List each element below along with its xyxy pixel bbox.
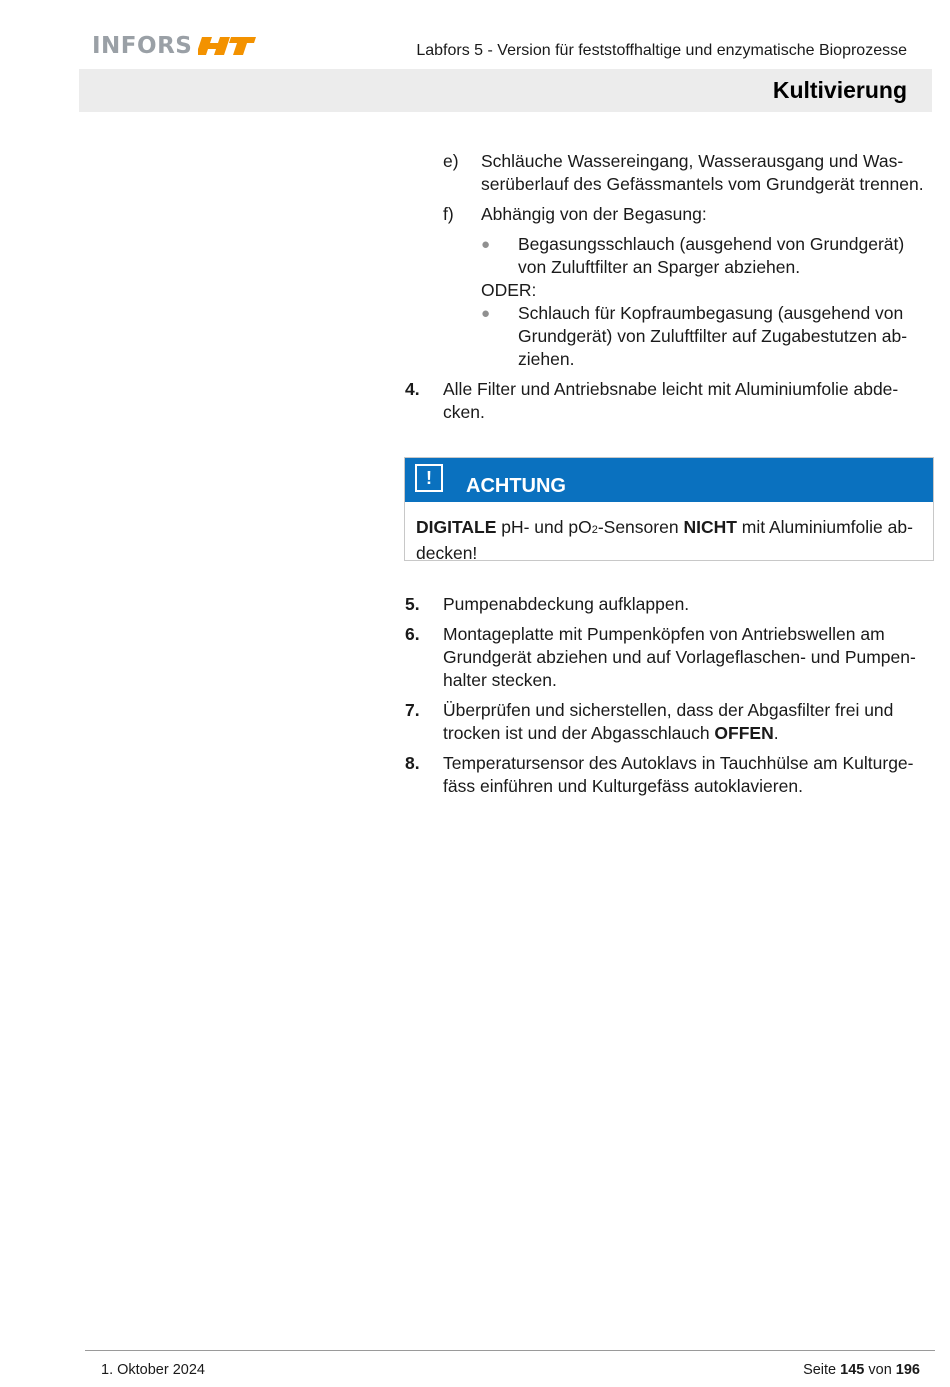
page-current: 145 xyxy=(840,1362,865,1378)
step-8 xyxy=(405,752,930,798)
bullet-text: von Zuluftfilter an Sparger abziehen. xyxy=(518,257,801,277)
notice-emphasis: NICHT xyxy=(683,517,737,537)
logo-ht-mark-icon xyxy=(198,35,256,57)
notice-line: decken! xyxy=(416,543,478,563)
step-5 xyxy=(405,593,930,616)
notice-text: mit Aluminiumfolie ab- xyxy=(736,517,913,537)
section-title: Kultivierung xyxy=(772,77,907,103)
substep-label: e) xyxy=(443,151,459,171)
bullet-text: ziehen. xyxy=(518,349,575,369)
step-text: Temperatursensor des Autoklavs in Tauchhülse am Kulturge- xyxy=(443,753,914,773)
notice-line xyxy=(416,516,922,542)
bullet-item xyxy=(405,233,930,279)
footer-date: 1. Oktober 2024 xyxy=(101,1362,205,1378)
substep-text: Schläuche Wassereingang, Wasserausgang und Was- xyxy=(481,151,904,171)
step-number: 5. xyxy=(405,594,420,614)
or-text: ODER: xyxy=(481,280,537,300)
bullet-text: Grundgerät) von Zuluftfilter auf Zugabestutzen ab- xyxy=(518,326,908,346)
step-text: Montageplatte mit Pumpenköpfen von Antriebswellen am xyxy=(443,624,885,644)
step-4 xyxy=(405,378,930,424)
step-text: Pumpenabdeckung aufklappen. xyxy=(443,594,690,614)
page-mid: von xyxy=(864,1362,896,1378)
step-text-part: trocken ist und der Abgasschlauch xyxy=(443,723,715,743)
substep-text: serüberlauf des Gefässmantels vom Grundgerät trennen. xyxy=(481,174,924,194)
notice-header xyxy=(405,458,933,502)
instruction-steps-bottom xyxy=(405,593,930,798)
page-total: 196 xyxy=(895,1362,920,1378)
instruction-steps-top xyxy=(405,150,930,424)
step-number: 6. xyxy=(405,624,420,644)
bullet-text: Schlauch für Kopfraumbegasung (ausgehend von xyxy=(518,303,904,323)
step-text: Überprüfen und sicherstellen, dass der Abgasfilter frei und xyxy=(443,700,894,720)
document-subtitle: Labfors 5 - Version für feststoffhaltige und enzymatische Bioprozesse xyxy=(416,42,907,59)
step-text: Grundgerät abziehen und auf Vorlageflaschen- und Pumpen- xyxy=(443,647,916,667)
substep-text: Abhängig von der Begasung: xyxy=(481,204,707,224)
infors-ht-logo xyxy=(92,33,256,59)
substep-e xyxy=(405,150,930,196)
step-text: fäss einführen und Kulturgefäss autoklavieren. xyxy=(443,776,803,796)
notice-subscript: 2 xyxy=(591,524,598,536)
notice-title: ACHTUNG xyxy=(466,475,566,497)
step-emphasis: OFFEN xyxy=(714,723,774,743)
step-number: 8. xyxy=(405,753,420,773)
step-text xyxy=(443,722,930,745)
substep-f xyxy=(405,203,930,226)
exclamation-icon: ! xyxy=(415,464,443,492)
page-prefix: Seite xyxy=(803,1362,841,1378)
step-text-part: . xyxy=(773,723,779,743)
bullet-item xyxy=(405,302,930,371)
notice-text: pH- und pO xyxy=(496,517,592,537)
step-number: 7. xyxy=(405,700,420,720)
notice-text: -Sensoren xyxy=(597,517,684,537)
notice-emphasis: DIGITALE xyxy=(416,517,497,537)
step-text: halter stecken. xyxy=(443,670,557,690)
logo-wordmark: INFORS xyxy=(92,33,193,59)
bullet-dot-icon: ● xyxy=(481,305,491,322)
step-7 xyxy=(405,699,930,745)
step-text: Alle Filter und Antriebsnabe leicht mit Aluminiumfolie abde- xyxy=(443,379,899,399)
caution-notice xyxy=(404,457,934,561)
step-number: 4. xyxy=(405,379,420,399)
or-separator xyxy=(405,279,930,302)
substep-label: f) xyxy=(443,204,454,224)
section-title-bar xyxy=(79,69,932,112)
page-number xyxy=(803,1362,920,1378)
bullet-text: Begasungsschlauch (ausgehend von Grundgerät) xyxy=(518,234,905,254)
step-text: cken. xyxy=(443,402,485,422)
step-6 xyxy=(405,623,930,692)
footer-divider xyxy=(85,1350,935,1351)
bullet-dot-icon: ● xyxy=(481,236,491,253)
notice-body xyxy=(405,502,933,563)
